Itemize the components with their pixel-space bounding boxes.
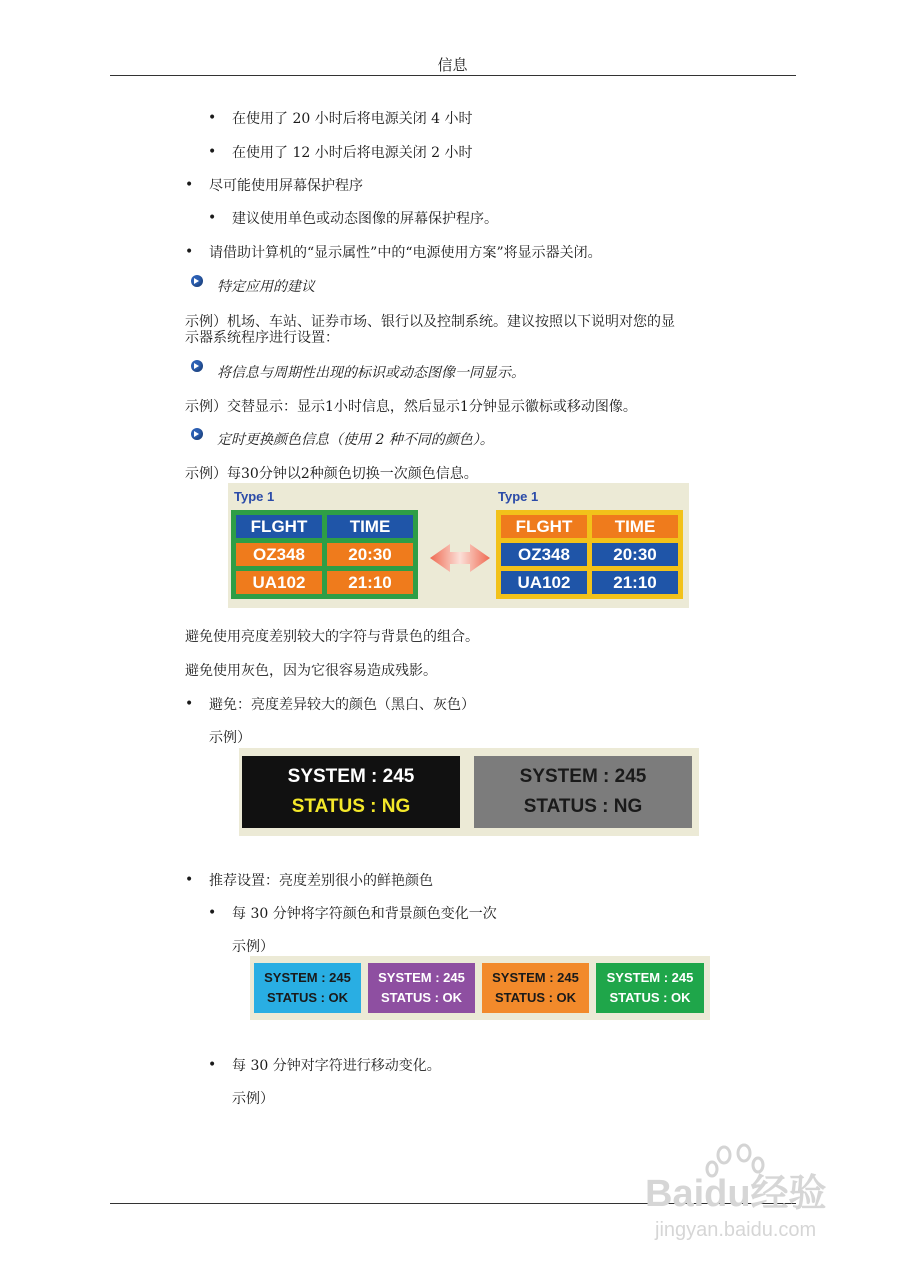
- flight-grid-yellow: [496, 510, 683, 599]
- bullet-dot: •: [208, 210, 217, 226]
- bullet-dot: •: [185, 244, 194, 260]
- note-text-2: 避免使用灰色，因为它很容易造成残影。: [185, 663, 437, 679]
- flight-grid-green: [231, 510, 418, 599]
- bullet-dot: •: [185, 696, 194, 712]
- color-example-figure: [250, 956, 710, 1020]
- color-box-orange: [482, 963, 589, 1013]
- bullet-dot: •: [208, 905, 217, 921]
- example-label: 示例）: [232, 1091, 274, 1107]
- double-arrow-icon: [428, 541, 492, 575]
- color-box-green: [596, 963, 704, 1013]
- grid-cell: UA102: [501, 571, 587, 594]
- grid-cell: FLGHT: [236, 515, 322, 538]
- page-header-title: 信息: [437, 56, 468, 74]
- arrow-right-circle-icon: [191, 428, 203, 440]
- header-rule: [110, 75, 796, 76]
- grid-cell: TIME: [327, 515, 413, 538]
- status-line: STATUS : NG: [291, 796, 411, 817]
- tip-heading-3: 定时更换颜色信息（使用 2 种不同的颜色）。: [217, 432, 494, 448]
- grid-cell: TIME: [592, 515, 678, 538]
- arrow-right-circle-icon: [191, 275, 203, 287]
- grid-cell: 20:30: [592, 543, 678, 566]
- bullet-dot: •: [185, 872, 194, 888]
- arrow-right-circle-icon: [191, 360, 203, 372]
- type-comparison-figure: [228, 483, 689, 608]
- sub-bullet-text-1: 每 30 分钟将字符颜色和背景颜色变化一次: [232, 906, 497, 922]
- example-text: 示例）机场、车站、证券市场、银行以及控制系统。建议按照以下说明对您的显: [185, 314, 675, 330]
- bullet-text-2: 在使用了 12 小时后将电源关闭 2 小时: [232, 145, 473, 161]
- watermark-url: jingyan.baidu.com: [655, 1219, 817, 1241]
- system-line: SYSTEM : 245: [492, 970, 579, 985]
- example-text: 示例）每30分钟以2种颜色切换一次颜色信息。: [185, 466, 478, 482]
- avoid-text: 避免：亮度差异较大的颜色（黑白、灰色）: [209, 697, 475, 713]
- bullet-dot: •: [208, 1057, 217, 1073]
- color-box-purple: [368, 963, 475, 1013]
- watermark-logo-text: Baidu经验: [645, 1173, 827, 1215]
- type-label-left: Type 1: [234, 489, 275, 504]
- type-label-right: Type 1: [498, 489, 539, 504]
- status-line: STATUS : NG: [523, 796, 643, 817]
- system-line: SYSTEM : 245: [264, 970, 351, 985]
- grid-cell: 21:10: [592, 571, 678, 594]
- system-example-figure: [239, 748, 699, 836]
- bullet-dot: •: [208, 144, 217, 160]
- bullet-text-3: 尽可能使用屏幕保护程序: [209, 178, 363, 194]
- color-box-blue: [254, 963, 361, 1013]
- note-text-1: 避免使用亮度差别较大的字符与背景色的组合。: [185, 629, 479, 645]
- status-line: STATUS : OK: [494, 990, 577, 1005]
- bullet-text-4: 建议使用单色或动态图像的屏幕保护程序。: [232, 211, 498, 227]
- grid-cell: FLGHT: [501, 515, 587, 538]
- grid-cell: 20:30: [327, 543, 413, 566]
- grid-cell: UA102: [236, 571, 322, 594]
- system-line: SYSTEM : 245: [378, 970, 465, 985]
- bullet-dot: •: [185, 177, 194, 193]
- status-line: STATUS : OK: [266, 990, 349, 1005]
- tip-heading-2: 将信息与周期性出现的标识或动态图像一同显示。: [217, 365, 525, 381]
- example-text: 示器系统程序进行设置：: [185, 330, 339, 346]
- grid-cell: OZ348: [236, 543, 322, 566]
- grid-cell: OZ348: [501, 543, 587, 566]
- status-line: STATUS : OK: [380, 990, 463, 1005]
- bullet-text-1: 在使用了 20 小时后将电源关闭 4 小时: [232, 111, 473, 127]
- example-text: 示例）交替显示：显示1小时信息，然后显示1分钟显示徽标或移动图像。: [185, 399, 637, 415]
- example-label: 示例）: [209, 730, 251, 746]
- tip-heading-1: 特定应用的建议: [217, 279, 315, 295]
- system-box-black: [242, 756, 460, 828]
- system-line: SYSTEM : 245: [606, 970, 694, 985]
- example-label: 示例）: [232, 939, 274, 955]
- system-line: SYSTEM : 245: [287, 766, 415, 787]
- grid-cell: 21:10: [327, 571, 413, 594]
- system-line: SYSTEM : 245: [519, 766, 647, 787]
- system-box-gray: [474, 756, 692, 828]
- sub-bullet-text-2: 每 30 分钟对字符进行移动变化。: [232, 1058, 441, 1074]
- recommend-text: 推荐设置：亮度差别很小的鲜艳颜色: [209, 873, 433, 889]
- bullet-dot: •: [208, 110, 217, 126]
- status-line: STATUS : OK: [609, 990, 691, 1005]
- bullet-text-5: 请借助计算机的“显示属性”中的“电源使用方案”将显示器关闭。: [209, 245, 602, 261]
